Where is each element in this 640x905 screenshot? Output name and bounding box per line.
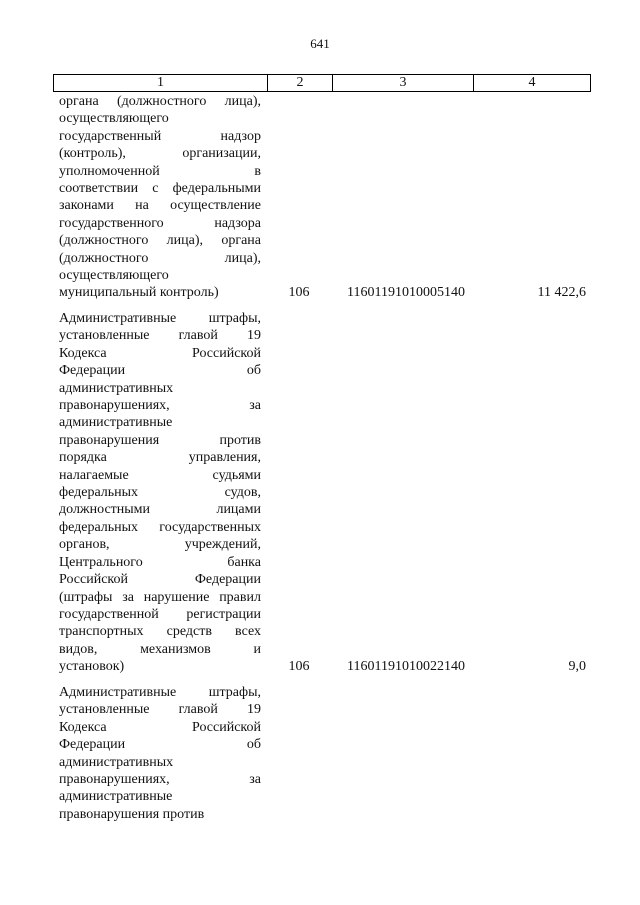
description-line: налагаемые судьями xyxy=(59,467,261,483)
description-line: федеральных государственных xyxy=(59,519,261,535)
description-line: установленные главой 19 xyxy=(59,702,261,718)
description-line: правонарушениях, за xyxy=(59,398,261,414)
description-line: осуществляющего xyxy=(59,268,169,284)
admin-code: 106 xyxy=(288,285,310,300)
description-line: государственного надзора xyxy=(59,215,261,231)
description-line: правонарушения против xyxy=(59,432,261,448)
description-line: Кодекса Российской xyxy=(59,345,261,361)
amount: 11 422,6 xyxy=(537,285,586,300)
description-line: органов, учреждений, xyxy=(59,537,261,553)
description-line: порядка управления, xyxy=(59,450,261,466)
column-header-4: 4 xyxy=(474,75,591,92)
description-line: видов, механизмов и xyxy=(59,641,261,657)
description-line: правонарушения против xyxy=(59,806,205,822)
description-line: уполномоченной в xyxy=(59,163,261,179)
description-line: (должностного лица), xyxy=(59,250,261,266)
column-header-2: 2 xyxy=(268,75,333,92)
row-description xyxy=(59,93,261,302)
row-description xyxy=(59,684,261,823)
column-header-3: 3 xyxy=(333,75,474,92)
description-line: установок) xyxy=(59,659,125,675)
description-line: Российской Федерации xyxy=(59,572,261,588)
description-line: административные xyxy=(59,415,173,431)
amount: 9,0 xyxy=(568,659,586,674)
description-line: законами на осуществление xyxy=(59,198,261,214)
description-line: правонарушениях, за xyxy=(59,772,261,788)
page-number: 641 xyxy=(310,36,330,51)
description-line: Федерации об xyxy=(59,737,261,753)
description-line: государственный надзор xyxy=(59,128,261,144)
kbk-code: 11601191010022140 xyxy=(347,659,465,674)
description-line: осуществляющего xyxy=(59,111,169,127)
description-line: (штрафы за нарушение правил xyxy=(59,589,261,605)
table-header xyxy=(53,74,591,92)
kbk-code: 11601191010005140 xyxy=(347,285,465,300)
description-line: Центрального банка xyxy=(59,554,261,570)
column-header-1: 1 xyxy=(54,75,268,92)
description-line: (должностного лица), органа xyxy=(59,233,261,249)
description-line: федеральных судов, xyxy=(59,485,261,501)
description-line: органа (должностного лица), xyxy=(59,94,261,109)
description-line: должностными лицами xyxy=(59,502,261,518)
description-line: Административные штрафы, xyxy=(59,311,261,326)
admin-code: 106 xyxy=(288,659,310,674)
description-line: административных xyxy=(59,754,174,770)
description-line: Административные штрафы, xyxy=(59,685,261,700)
description-line: соответствии с федеральными xyxy=(59,181,261,197)
description-line: Кодекса Российской xyxy=(59,719,261,735)
description-line: административные xyxy=(59,789,173,805)
description-line: (контроль), организации, xyxy=(59,146,261,162)
description-line: муниципальный контроль) xyxy=(59,285,219,301)
description-line: административных xyxy=(59,380,174,396)
description-line: государственной регистрации xyxy=(59,606,261,622)
row-description xyxy=(59,310,261,676)
description-line: Федерации об xyxy=(59,363,261,379)
description-line: транспортных средств всех xyxy=(59,624,261,640)
description-line: установленные главой 19 xyxy=(59,328,261,344)
